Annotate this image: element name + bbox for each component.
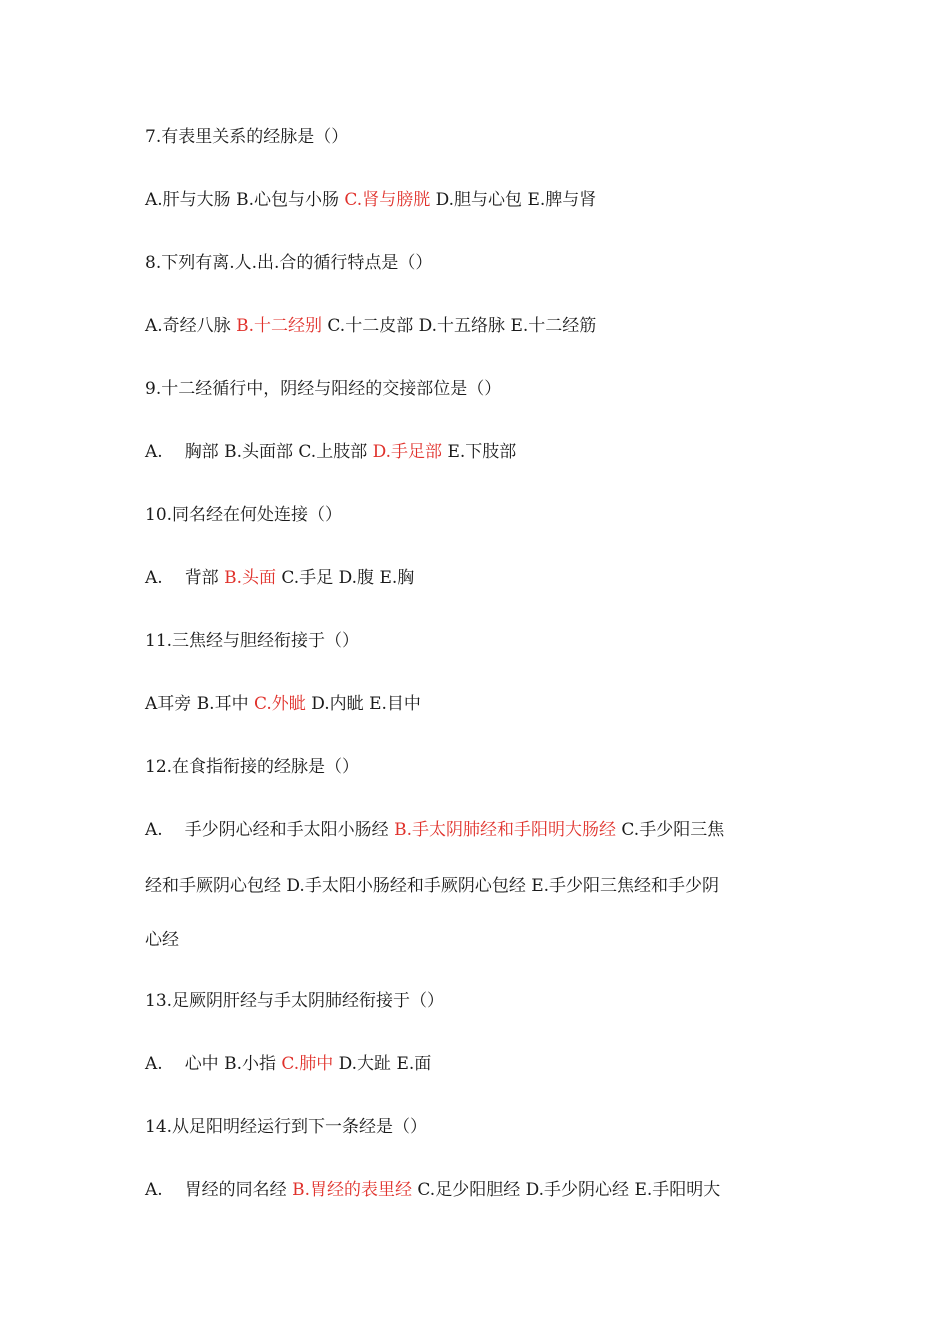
option-12c-start: C.手少阳三焦 <box>621 820 725 840</box>
option-14a-letter: A. <box>145 1180 163 1200</box>
option-13e: E.面 <box>396 1054 432 1074</box>
options-11 <box>145 692 815 716</box>
option-7e: E.脾与肾 <box>527 190 597 210</box>
option-10d: D.腹 <box>338 568 375 588</box>
option-14b-answer: B.胃经的表里经 <box>292 1180 412 1200</box>
option-10a-letter: A. <box>145 568 163 588</box>
option-14e: E.手阳明大 <box>634 1180 721 1200</box>
option-7b: B.心包与小肠 <box>236 190 339 210</box>
option-11b: B.耳中 <box>196 694 249 714</box>
question-14: 14.从足阳明经运行到下一条经是（） <box>145 1117 428 1137</box>
question-11: 11.三焦经与胆经衔接于（） <box>145 631 360 651</box>
option-7d: D.胆与心包 <box>435 190 523 210</box>
option-8d: D.十五络脉 <box>418 316 506 336</box>
option-8c: C.十二皮部 <box>327 316 414 336</box>
option-7a: A.肝与大肠 <box>145 190 231 210</box>
option-8b-answer: B.十二经别 <box>236 316 322 336</box>
options-12-line3: 心经 <box>145 930 179 950</box>
options-7 <box>145 188 815 212</box>
option-10b-answer: B.头面 <box>224 568 276 588</box>
option-11a: A耳旁 <box>145 694 192 714</box>
question-7: 7.有表里关系的经脉是（） <box>145 127 349 147</box>
option-9d-answer: D.手足部 <box>372 442 443 462</box>
option-10c: C.手足 <box>281 568 334 588</box>
options-9 <box>145 440 815 464</box>
option-9e: E.下肢部 <box>447 442 517 462</box>
option-13a: 心中 <box>184 1054 219 1074</box>
option-13a-letter: A. <box>145 1054 163 1074</box>
option-8e: E.十二经筋 <box>510 316 597 336</box>
option-9b: B.头面部 <box>224 442 293 462</box>
option-13b: B.小指 <box>224 1054 276 1074</box>
option-11e: E.目中 <box>369 694 421 714</box>
option-9a: 胸部 <box>184 442 219 462</box>
options-12-line1 <box>145 818 815 842</box>
question-13: 13.足厥阴肝经与手太阴肺经衔接于（） <box>145 991 445 1011</box>
option-14d: D.手少阴心经 <box>525 1180 630 1200</box>
question-10: 10.同名经在何处连接（） <box>145 505 343 525</box>
option-12b-answer: B.手太阴肺经和手阳明大肠经 <box>394 820 616 840</box>
option-11d: D.内眦 <box>311 694 364 714</box>
option-8a: A.奇经八脉 <box>145 316 231 336</box>
option-9c: C.上肢部 <box>298 442 368 462</box>
option-13d: D.大趾 <box>338 1054 392 1074</box>
option-14a: 胃经的同名经 <box>184 1180 287 1200</box>
options-12-line2: 经和手厥阴心包经 D.手太阳小肠经和手厥阴心包经 E.手少阳三焦经和手少阴 <box>145 876 720 896</box>
option-10e: E.胸 <box>379 568 415 588</box>
option-10a: 背部 <box>184 568 219 588</box>
option-12a: 手少阴心经和手太阳小肠经 <box>184 820 389 840</box>
question-8: 8.下列有离.人.出.合的循行特点是（） <box>145 253 433 273</box>
option-14c: C.足少阳胆经 <box>417 1180 521 1200</box>
options-13 <box>145 1052 815 1076</box>
option-11c-answer: C.外眦 <box>254 694 306 714</box>
option-7c-answer: C.肾与膀胱 <box>344 190 431 210</box>
option-9a-letter: A. <box>145 442 163 462</box>
question-9: 9.十二经循行中，阴经与阳经的交接部位是（） <box>145 379 502 399</box>
option-13c-answer: C.肺中 <box>281 1054 334 1074</box>
option-12a-letter: A. <box>145 820 163 840</box>
options-8 <box>145 314 815 338</box>
options-10 <box>145 566 815 590</box>
options-14 <box>145 1178 815 1202</box>
question-12: 12.在食指衔接的经脉是（） <box>145 757 360 777</box>
